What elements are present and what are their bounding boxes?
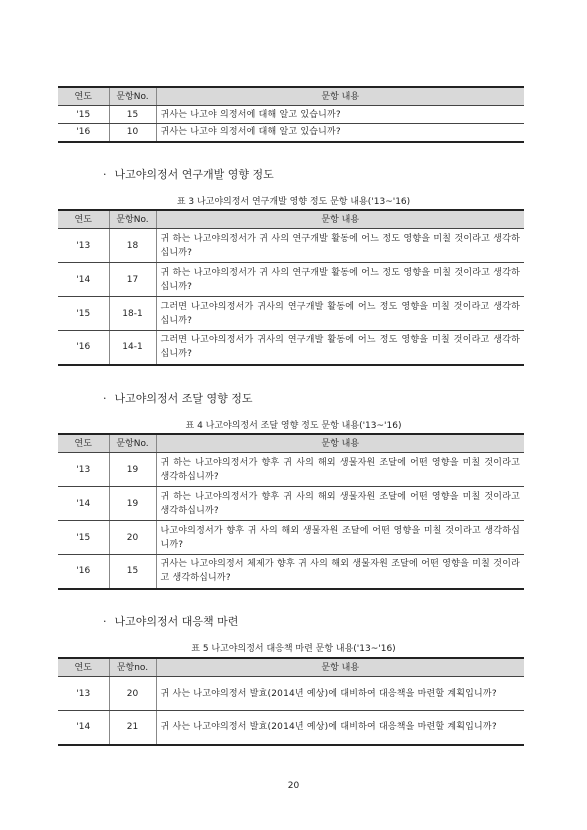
cell-no: 17 xyxy=(109,263,156,297)
table-row xyxy=(58,453,524,487)
table-row xyxy=(58,229,524,263)
header-no: 문항No. xyxy=(109,434,156,453)
cell-year: '13 xyxy=(58,453,109,487)
header-no: 문항no. xyxy=(109,658,156,677)
table-row xyxy=(58,521,524,555)
cell-year: '16 xyxy=(58,124,109,142)
table-awareness xyxy=(58,86,524,143)
header-content: 문항 내용 xyxy=(156,434,524,453)
cell-no: 20 xyxy=(109,677,156,711)
cell-no: 15 xyxy=(109,106,156,124)
cell-question: 나고야의정서가 향후 귀 사의 해외 생물자원 조달에 어떤 영향을 미칠 것이라고 생각하십니까? xyxy=(156,521,524,555)
cell-year: '14 xyxy=(58,263,109,297)
table-row xyxy=(58,106,524,124)
table-row xyxy=(58,487,524,521)
section-heading-countermeasures xyxy=(103,613,238,629)
cell-question: 귀사는 나고야 의정서에 대해 알고 있습니까? xyxy=(156,106,524,124)
cell-no: 18-1 xyxy=(109,297,156,331)
header-year: 연도 xyxy=(58,87,109,106)
header-content: 문항 내용 xyxy=(156,210,524,229)
table-procurement-impact xyxy=(58,433,524,590)
table-row xyxy=(58,263,524,297)
cell-year: '16 xyxy=(58,331,109,365)
cell-question: 그러면 나고야의정서가 귀사의 연구개발 활동에 어느 정도 영향을 미칠 것이라고 생각하십니까? xyxy=(156,297,524,331)
cell-question: 귀 사는 나고야의정서 발효(2014년 예상)에 대비하여 대응책을 마련할 계획입니까? xyxy=(156,711,524,745)
cell-no: 21 xyxy=(109,711,156,745)
bullet: · xyxy=(103,615,107,628)
bullet: · xyxy=(103,168,107,181)
table-countermeasures xyxy=(58,657,524,746)
heading-text: 나고야의정서 연구개발 영향 정도 xyxy=(114,168,274,181)
cell-year: '13 xyxy=(58,229,109,263)
cell-year: '15 xyxy=(58,106,109,124)
cell-year: '15 xyxy=(58,297,109,331)
cell-question: 귀 하는 나고야의정서가 귀 사의 연구개발 활동에 어느 정도 영향을 미칠 것이라고 생각하십니까? xyxy=(156,263,524,297)
table-header-row xyxy=(58,87,524,106)
page-number: 20 xyxy=(287,781,300,791)
cell-no: 18 xyxy=(109,229,156,263)
heading-text: 나고야의정서 대응책 마련 xyxy=(114,615,239,628)
cell-year: '14 xyxy=(58,711,109,745)
cell-no: 14-1 xyxy=(109,331,156,365)
header-no: 문항No. xyxy=(109,87,156,106)
cell-year: '16 xyxy=(58,555,109,589)
table-row xyxy=(58,677,524,711)
cell-question: 그러면 나고야의정서가 귀사의 연구개발 활동에 어느 정도 영향을 미칠 것이라고 생각하십니까? xyxy=(156,331,524,365)
table-header-row xyxy=(58,434,524,453)
table-caption-5: 표 5 나고야의정서 대응책 마련 문항 내용('13~'16) xyxy=(191,644,396,654)
section-heading-procurement xyxy=(103,390,253,406)
cell-year: '15 xyxy=(58,521,109,555)
cell-no: 19 xyxy=(109,453,156,487)
cell-no: 19 xyxy=(109,487,156,521)
table-header-row xyxy=(58,210,524,229)
heading-text: 나고야의정서 조달 영향 정도 xyxy=(114,392,253,405)
table-row xyxy=(58,555,524,589)
section-heading-rnd xyxy=(103,166,274,182)
table-rnd-impact xyxy=(58,209,524,366)
table-row xyxy=(58,711,524,745)
header-year: 연도 xyxy=(58,434,109,453)
header-content: 문항 내용 xyxy=(156,658,524,677)
table-header-row xyxy=(58,658,524,677)
cell-year: '14 xyxy=(58,487,109,521)
cell-no: 10 xyxy=(109,124,156,142)
table-row xyxy=(58,297,524,331)
header-content: 문항 내용 xyxy=(156,87,524,106)
table-row xyxy=(58,124,524,142)
cell-question: 귀사는 나고야 의정서에 대해 알고 있습니까? xyxy=(156,124,524,142)
cell-no: 20 xyxy=(109,521,156,555)
header-year: 연도 xyxy=(58,658,109,677)
cell-no: 15 xyxy=(109,555,156,589)
cell-question: 귀사는 나고야의정서 체제가 향후 귀 사의 해외 생물자원 조달에 어떤 영향을 미칠 것이라고 생각하십니까? xyxy=(156,555,524,589)
cell-question: 귀 하는 나고야의정서가 향후 귀 사의 해외 생물자원 조달에 어떤 영향을 미칠 것이라고 생각하십니까? xyxy=(156,453,524,487)
cell-question: 귀 하는 나고야의정서가 귀 사의 연구개발 활동에 어느 정도 영향을 미칠 것이라고 생각하십니까? xyxy=(156,229,524,263)
table-row xyxy=(58,331,524,365)
header-year: 연도 xyxy=(58,210,109,229)
table-caption-4: 표 4 나고야의정서 조달 영향 정도 문항 내용('13~'16) xyxy=(185,421,402,431)
cell-question: 귀 사는 나고야의정서 발효(2014년 예상)에 대비하여 대응책을 마련할 계획입니까? xyxy=(156,677,524,711)
cell-year: '13 xyxy=(58,677,109,711)
bullet: · xyxy=(103,392,107,405)
table-caption-3: 표 3 나고야의정서 연구개발 영향 정도 문항 내용('13~'16) xyxy=(176,197,411,207)
cell-question: 귀 하는 나고야의정서가 향후 귀 사의 해외 생물자원 조달에 어떤 영향을 미칠 것이라고 생각하십니까? xyxy=(156,487,524,521)
header-no: 문항No. xyxy=(109,210,156,229)
